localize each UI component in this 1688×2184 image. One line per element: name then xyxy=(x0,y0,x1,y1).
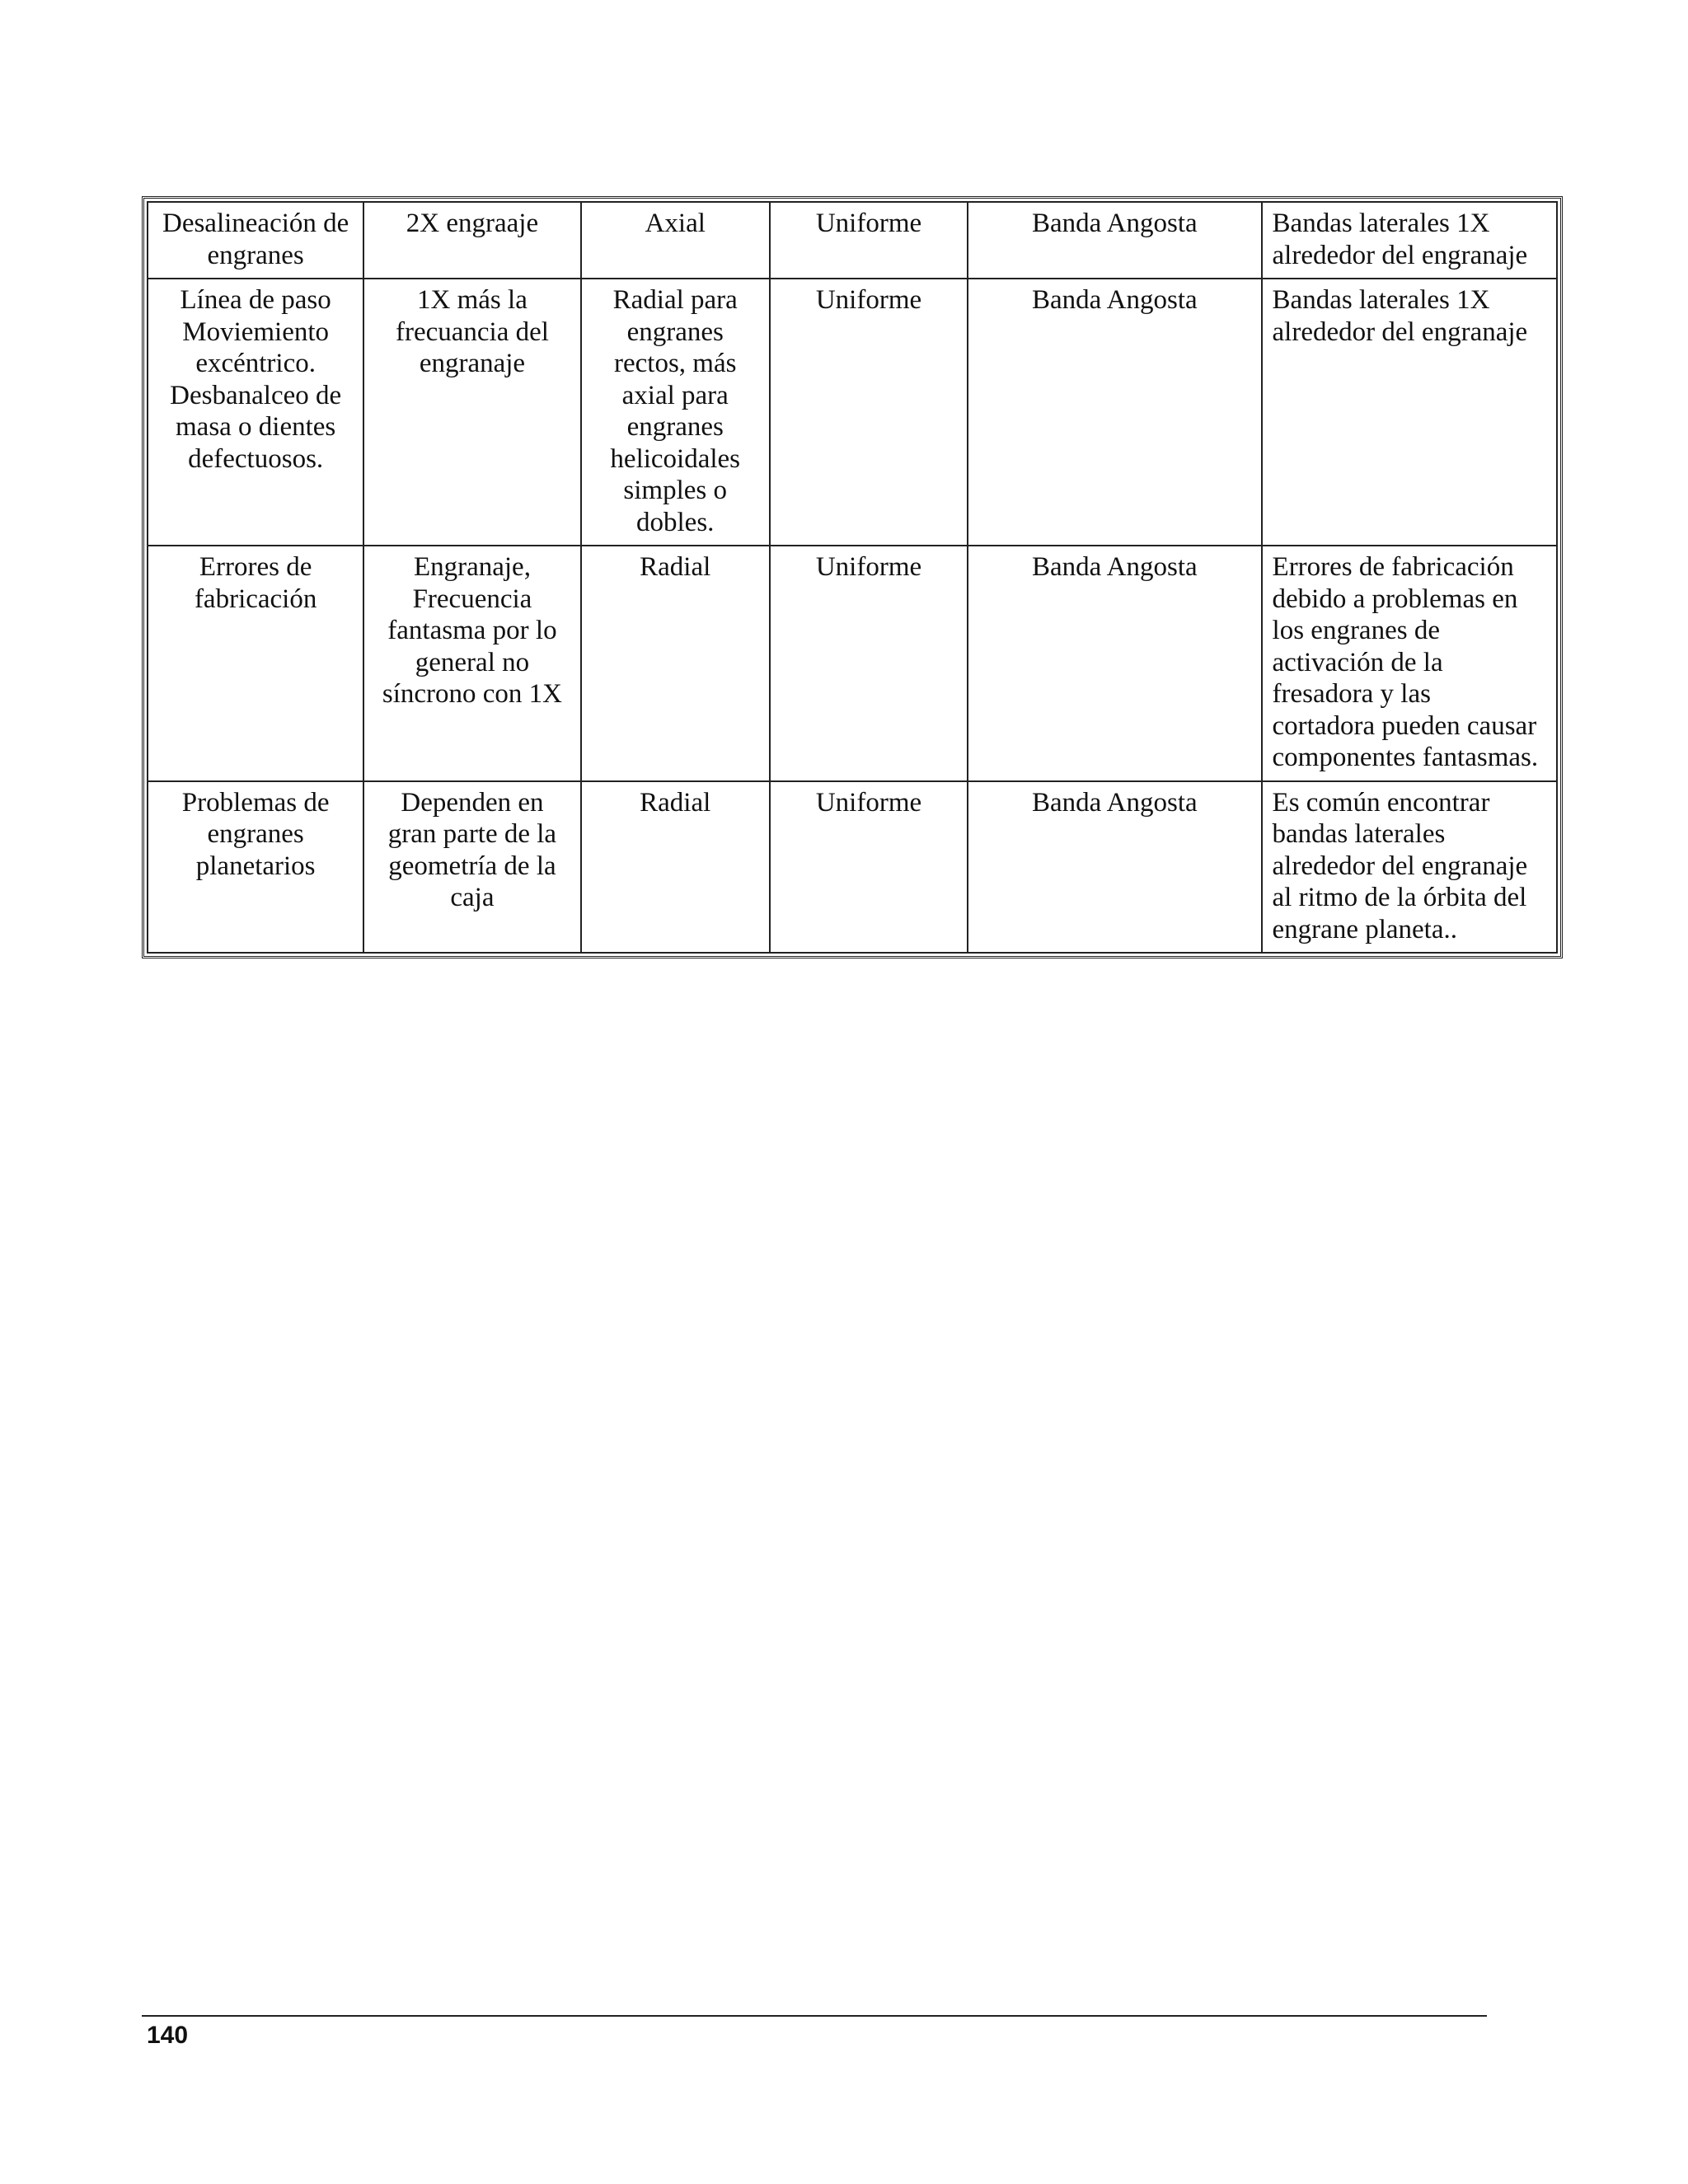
cell-direction: Radial xyxy=(581,546,770,781)
table-row xyxy=(148,546,1557,781)
cell-notes: Bandas laterales 1X alrededor del engranaje xyxy=(1262,279,1557,546)
cell-frequency: Engranaje, Frecuencia fantasma por lo general no síncrono con 1X xyxy=(363,546,580,781)
cell-phase: Uniforme xyxy=(770,781,968,954)
cell-problem: Errores de fabricación xyxy=(148,546,363,781)
cell-notes: Es común encontrar bandas laterales alrededor del engranaje al ritmo de la órbita del engrane planeta.. xyxy=(1262,781,1557,954)
table-row xyxy=(148,781,1557,954)
cell-spectrum: Banda Angosta xyxy=(968,546,1261,781)
page-number: 140 xyxy=(147,2022,189,2049)
gear-diagnosis-table xyxy=(147,201,1558,954)
cell-spectrum: Banda Angosta xyxy=(968,781,1261,954)
cell-problem: Desalineación de engranes xyxy=(148,202,363,279)
cell-problem: Línea de paso Moviemiento excéntrico. Desbanalceo de masa o dientes defectuosos. xyxy=(148,279,363,546)
cell-notes: Bandas laterales 1X alrededor del engranaje xyxy=(1262,202,1557,279)
cell-notes: Errores de fabricación debido a problemas en los engranes de activación de la fresadora y las cortadora pueden causar componentes fantasmas. xyxy=(1262,546,1557,781)
cell-spectrum: Banda Angosta xyxy=(968,202,1261,279)
diagnosis-table-frame xyxy=(142,196,1563,958)
cell-direction: Radial xyxy=(581,781,770,954)
table-row xyxy=(148,202,1557,279)
cell-frequency: Dependen en gran parte de la geometría de la caja xyxy=(363,781,580,954)
cell-frequency: 2X engraaje xyxy=(363,202,580,279)
cell-phase: Uniforme xyxy=(770,546,968,781)
footer-rule xyxy=(142,2015,1487,2017)
cell-direction: Axial xyxy=(581,202,770,279)
cell-spectrum: Banda Angosta xyxy=(968,279,1261,546)
cell-frequency: 1X más la frecuancia del engranaje xyxy=(363,279,580,546)
cell-direction: Radial para engranes rectos, más axial para engranes helicoidales simples o dobles. xyxy=(581,279,770,546)
cell-phase: Uniforme xyxy=(770,279,968,546)
cell-problem: Problemas de engranes planetarios xyxy=(148,781,363,954)
cell-phase: Uniforme xyxy=(770,202,968,279)
table-row xyxy=(148,279,1557,546)
